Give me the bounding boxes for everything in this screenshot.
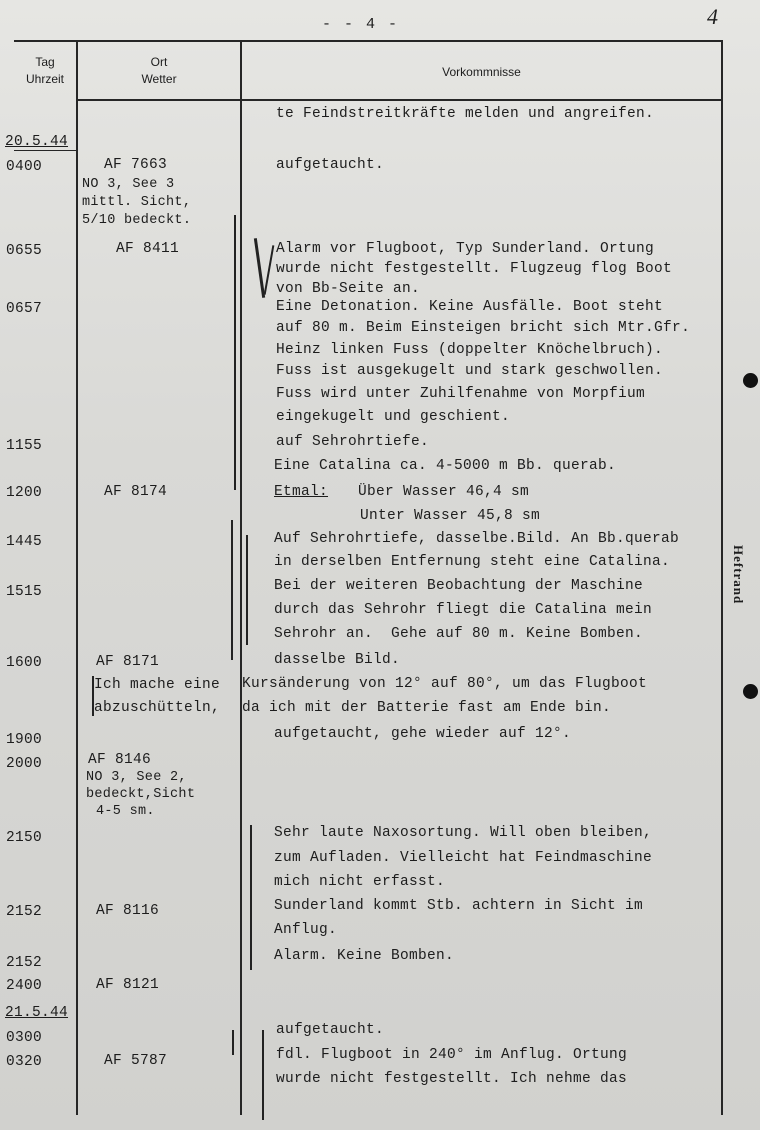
event-line: eingekugelt und geschient. bbox=[276, 409, 511, 425]
punch-hole bbox=[743, 684, 758, 699]
header-weather: Wetter bbox=[141, 72, 177, 86]
time-0300: 0300 bbox=[6, 1030, 43, 1046]
weather-cloud-vis-2: bedeckt,Sicht bbox=[86, 787, 196, 802]
punch-hole bbox=[743, 373, 758, 388]
event-line: Sehrohr an. Gehe auf 80 m. Keine Bomben. bbox=[274, 626, 644, 642]
event-line: aufgetaucht, gehe wieder auf 12°. bbox=[274, 726, 572, 742]
event-line: Fuss wird unter Zuhilfenahme von Morpfium bbox=[276, 386, 646, 402]
event-line: Alarm vor Flugboot, Typ Sunderland. Ortung bbox=[276, 241, 655, 257]
time-1515: 1515 bbox=[6, 584, 43, 600]
event-line: auf Sehrohrtiefe. bbox=[276, 434, 430, 450]
header-day-time bbox=[14, 54, 76, 88]
event-etmal-label: Etmal: bbox=[274, 484, 329, 500]
time-1445: 1445 bbox=[6, 534, 43, 550]
margin-mark bbox=[254, 238, 265, 298]
event-line: da ich mit der Batterie fast am Ende bin. bbox=[242, 700, 612, 716]
column-divider-1 bbox=[76, 40, 78, 1115]
date-rule bbox=[14, 150, 76, 151]
event-line: fdl. Flugboot in 240° im Anflug. Ortung bbox=[276, 1047, 628, 1063]
place-af-7663: AF 7663 bbox=[104, 157, 168, 173]
time-0657: 0657 bbox=[6, 301, 43, 317]
event-line: Alarm. Keine Bomben. bbox=[274, 948, 455, 964]
time-2400: 2400 bbox=[6, 978, 43, 994]
time-0320: 0320 bbox=[6, 1054, 43, 1070]
event-line: aufgetaucht. bbox=[276, 157, 385, 173]
time-0400: 0400 bbox=[6, 159, 43, 175]
event-line: Eine Catalina ca. 4-5000 m Bb. querab. bbox=[274, 458, 617, 474]
weather-cloud: 5/10 bedeckt. bbox=[82, 213, 192, 228]
time-1900: 1900 bbox=[6, 732, 43, 748]
place-af-8174: AF 8174 bbox=[104, 484, 168, 500]
weather-wind-sea: NO 3, See 3 bbox=[82, 177, 175, 192]
event-line: wurde nicht festgestellt. Ich nehme das bbox=[276, 1071, 628, 1087]
place-af-8116: AF 8116 bbox=[96, 903, 160, 919]
event-line: Auf Sehrohrtiefe, dasselbe.Bild. An Bb.querab bbox=[274, 531, 680, 547]
place-af-8121: AF 8121 bbox=[96, 977, 160, 993]
column-divider-2 bbox=[240, 40, 242, 1115]
event-line: mich nicht erfasst. bbox=[274, 874, 446, 890]
place-af-8146: AF 8146 bbox=[88, 752, 152, 768]
margin-mark bbox=[92, 676, 94, 716]
page-number: - - 4 - bbox=[322, 16, 400, 33]
date-20-5-44: 20.5.44 bbox=[5, 134, 69, 150]
header-place-weather bbox=[78, 54, 240, 88]
time-2150: 2150 bbox=[6, 830, 43, 846]
header-time: Uhrzeit bbox=[25, 72, 64, 86]
weather-range-2: 4-5 sm. bbox=[96, 804, 155, 819]
event-line-overrun: abzuschütteln, bbox=[94, 700, 221, 716]
event-line-overrun: Ich mache eine bbox=[94, 677, 221, 693]
event-line: Kursänderung von 12° auf 80°, um das Flugboot bbox=[242, 676, 648, 692]
event-line: Unter Wasser 45,8 sm bbox=[360, 508, 541, 524]
right-border bbox=[721, 40, 723, 1115]
margin-mark bbox=[262, 1030, 264, 1120]
time-1200: 1200 bbox=[6, 485, 43, 501]
event-line: zum Aufladen. Vielleicht hat Feindmaschine bbox=[274, 850, 653, 866]
margin-mark bbox=[246, 535, 248, 645]
event-line: wurde nicht festgestellt. Flugzeug flog Boot bbox=[276, 261, 673, 277]
corner-page-mark: 4 bbox=[707, 4, 718, 29]
time-1155: 1155 bbox=[6, 438, 43, 454]
header-rule bbox=[76, 99, 722, 101]
time-2152-a: 2152 bbox=[6, 904, 43, 920]
margin-mark bbox=[232, 1030, 234, 1055]
date-21-5-44: 21.5.44 bbox=[5, 1005, 69, 1021]
event-line: Sunderland kommt Stb. achtern in Sicht im bbox=[274, 898, 644, 914]
margin-mark bbox=[250, 825, 252, 970]
place-af-5787: AF 5787 bbox=[104, 1053, 168, 1069]
time-1600: 1600 bbox=[6, 655, 43, 671]
event-line: Über Wasser 46,4 sm bbox=[358, 484, 530, 500]
header-events: Vorkommnisse bbox=[442, 65, 521, 79]
event-line: Anflug. bbox=[274, 922, 338, 938]
event-line: Heinz linken Fuss (doppelter Knöchelbruch). bbox=[276, 342, 664, 358]
time-2000: 2000 bbox=[6, 756, 43, 772]
event-line: te Feindstreitkräfte melden und angreifen. bbox=[276, 106, 655, 122]
event-line: dasselbe Bild. bbox=[274, 652, 401, 668]
header-place: Ort bbox=[150, 55, 168, 69]
event-line: aufgetaucht. bbox=[276, 1022, 385, 1038]
header-day: Tag bbox=[35, 55, 55, 69]
margin-mark bbox=[234, 215, 236, 490]
weather-visibility: mittl. Sicht, bbox=[82, 195, 192, 210]
weather-wind-sea-2: NO 3, See 2, bbox=[86, 770, 187, 785]
place-af-8171: AF 8171 bbox=[96, 654, 160, 670]
event-line: Sehr laute Naxosortung. Will oben bleiben, bbox=[274, 825, 653, 841]
margin-mark bbox=[231, 520, 233, 660]
event-line: von Bb-Seite an. bbox=[276, 281, 421, 297]
event-line: Bei der weiteren Beobachtung der Maschine bbox=[274, 578, 644, 594]
time-2152-b: 2152 bbox=[6, 955, 43, 971]
event-line: Eine Detonation. Keine Ausfälle. Boot steht bbox=[276, 299, 664, 315]
side-note-heftrand: Heftrand bbox=[731, 545, 746, 605]
place-af-8411: AF 8411 bbox=[116, 241, 180, 257]
event-line: Fuss ist ausgekugelt und stark geschwollen. bbox=[276, 363, 664, 379]
event-line: durch das Sehrohr fliegt die Catalina mein bbox=[274, 602, 653, 618]
event-line: auf 80 m. Beim Einsteigen bricht sich Mtr.Gfr. bbox=[276, 320, 691, 336]
top-rule bbox=[14, 40, 722, 42]
margin-mark bbox=[264, 245, 275, 295]
event-line: in derselben Entfernung steht eine Catalina. bbox=[274, 554, 671, 570]
time-0655: 0655 bbox=[6, 243, 43, 259]
